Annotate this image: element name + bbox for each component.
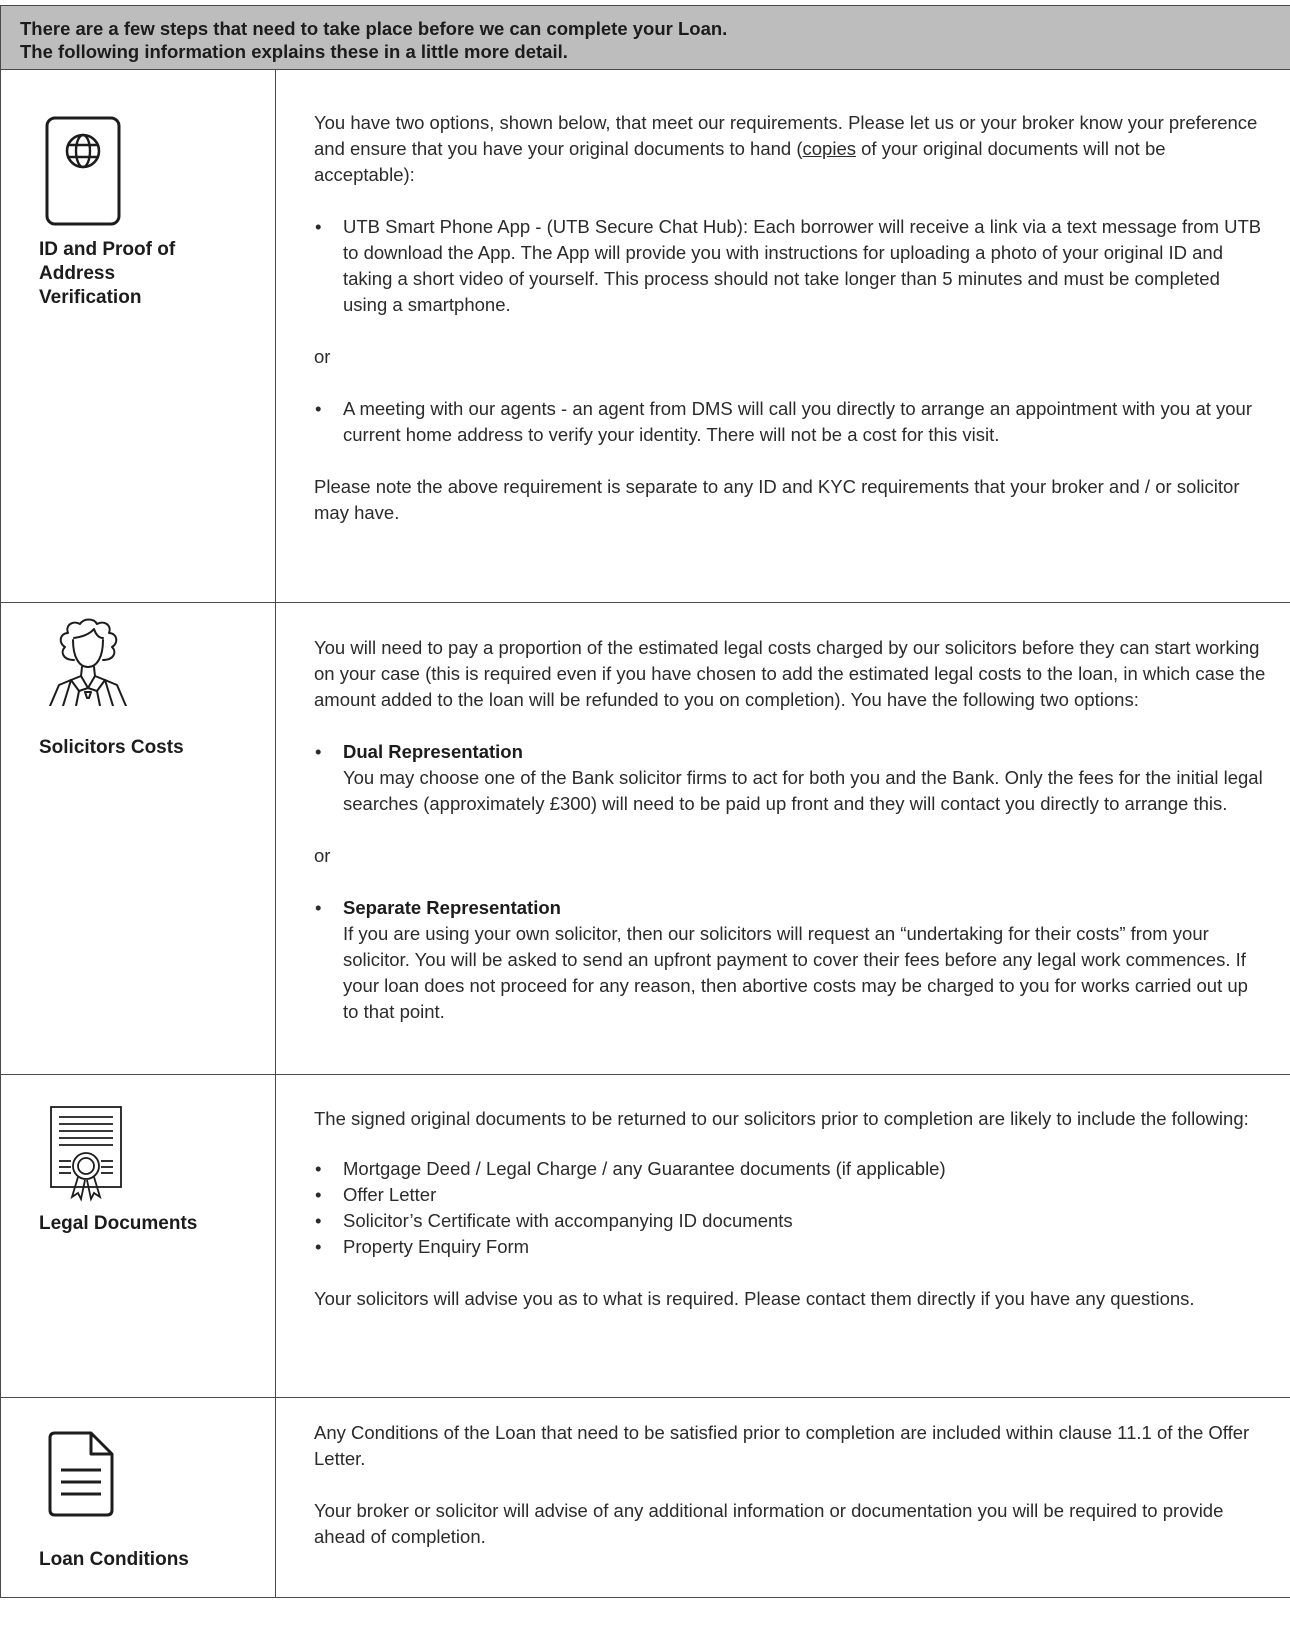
row-legal-documents bbox=[1, 1075, 1290, 1398]
header-line-1: There are a few steps that need to take place before we can complete your Loan. bbox=[20, 18, 728, 39]
legal-list-item: • Property Enquiry Form bbox=[314, 1234, 1266, 1260]
loan-section-label: Loan Conditions bbox=[39, 1549, 189, 1570]
separate-representation-item bbox=[314, 895, 1266, 1025]
loan-text-1: Any Conditions of the Loan that need to be satisfied prior to completion are included within clause 11.1 of the Offer Letter. bbox=[314, 1422, 1250, 1469]
steps-table bbox=[0, 5, 1290, 1598]
legal-section-label: Legal Documents bbox=[39, 1213, 198, 1234]
row-solicitors-costs bbox=[1, 603, 1290, 1075]
id-label-cell bbox=[1, 70, 276, 603]
legal-content-cell bbox=[276, 1075, 1290, 1398]
passport-globe-icon bbox=[44, 115, 122, 227]
id-content-cell bbox=[276, 70, 1290, 603]
dual-representation-title: Dual Representation bbox=[343, 741, 523, 762]
loan-label-cell bbox=[1, 1398, 276, 1598]
header-row bbox=[1, 6, 1290, 70]
id-section-label: ID and Proof of Address Verification bbox=[39, 239, 176, 308]
certificate-icon bbox=[49, 1105, 123, 1205]
legal-list-item: • Solicitor’s Certificate with accompanying ID documents bbox=[314, 1208, 1266, 1234]
row-loan-conditions bbox=[1, 1398, 1290, 1598]
legal-label-cell bbox=[1, 1075, 276, 1398]
id-note: Please note the above requirement is separate to any ID and KYC requirements that your broker and / or solicitor may have. bbox=[314, 476, 1240, 523]
id-intro-part-a: You have two options, shown below, that meet our requirements. Please let us or your broker know your preference and ensure that you have your original documents to hand ( bbox=[314, 112, 1258, 159]
id-bullet-app: • UTB Smart Phone App - (UTB Secure Chat Hub): Each borrower will receive a link via a text message from UTB to download the App. The App will provide you with instructions for uploading a photo of your original ID and taking a short video of yourself. This process should not take longer than 5 minutes and must be completed using a smartphone. bbox=[314, 214, 1266, 318]
loan-content-cell bbox=[276, 1398, 1290, 1598]
solicitors-label-cell bbox=[1, 603, 276, 1075]
solicitors-content-cell bbox=[276, 603, 1290, 1075]
dual-representation-text: You may choose one of the Bank solicitor firms to act for both you and the Bank. Only the fees for the initial legal searches (approximately £300) will need to be paid up front and they will contact you directly to arrange this. bbox=[343, 767, 1263, 814]
legal-advice: Your solicitors will advise you as to what is required. Please contact them directly if you have any questions. bbox=[314, 1288, 1195, 1309]
solicitors-intro: You will need to pay a proportion of the estimated legal costs charged by our solicitors before they can start working on your case (this is required even if you have chosen to add the estimated legal costs to the loan, in which case the amount added to the loan will be refunded to you on completion). You have the following two options: bbox=[314, 637, 1266, 710]
solicitors-section-label: Solicitors Costs bbox=[39, 737, 184, 758]
legal-document-list bbox=[314, 1156, 1266, 1260]
loan-text-2: Your broker or solicitor will advise of any additional information or documentation you will be required to provide ahead of completion. bbox=[314, 1500, 1224, 1547]
legal-list-item: • Mortgage Deed / Legal Charge / any Guarantee documents (if applicable) bbox=[314, 1156, 1266, 1182]
row-id-verification bbox=[1, 70, 1290, 603]
legal-intro: The signed original documents to be returned to our solicitors prior to completion are likely to include the following: bbox=[314, 1108, 1249, 1129]
id-or: or bbox=[314, 346, 331, 367]
solicitors-or: or bbox=[314, 845, 331, 866]
solicitor-person-icon bbox=[33, 616, 143, 706]
copies-underlined: copies bbox=[802, 138, 856, 159]
legal-list-item: • Offer Letter bbox=[314, 1182, 1266, 1208]
header-cell bbox=[1, 6, 1290, 70]
id-bullet-agent: • A meeting with our agents - an agent from DMS will call you directly to arrange an appointment with you at your current home address to verify your identity. There will not be a cost for this visit. bbox=[314, 396, 1266, 448]
separate-representation-text: If you are using your own solicitor, then our solicitors will request an “undertaking for their costs” from your solicitor. You will be asked to send an upfront payment to cover their fees before any legal work commences. If your loan does not proceed for any reason, then abortive costs may be charged to you for works carried out up to that point. bbox=[343, 923, 1248, 1022]
id-intro bbox=[314, 110, 1266, 188]
document-icon bbox=[47, 1430, 115, 1518]
separate-representation-title: Separate Representation bbox=[343, 897, 561, 918]
header-line-2: The following information explains these in a little more detail. bbox=[20, 41, 568, 62]
id-intro-part-b: of your original documents will not be acceptable): bbox=[314, 138, 1166, 185]
dual-representation-item bbox=[314, 739, 1266, 817]
